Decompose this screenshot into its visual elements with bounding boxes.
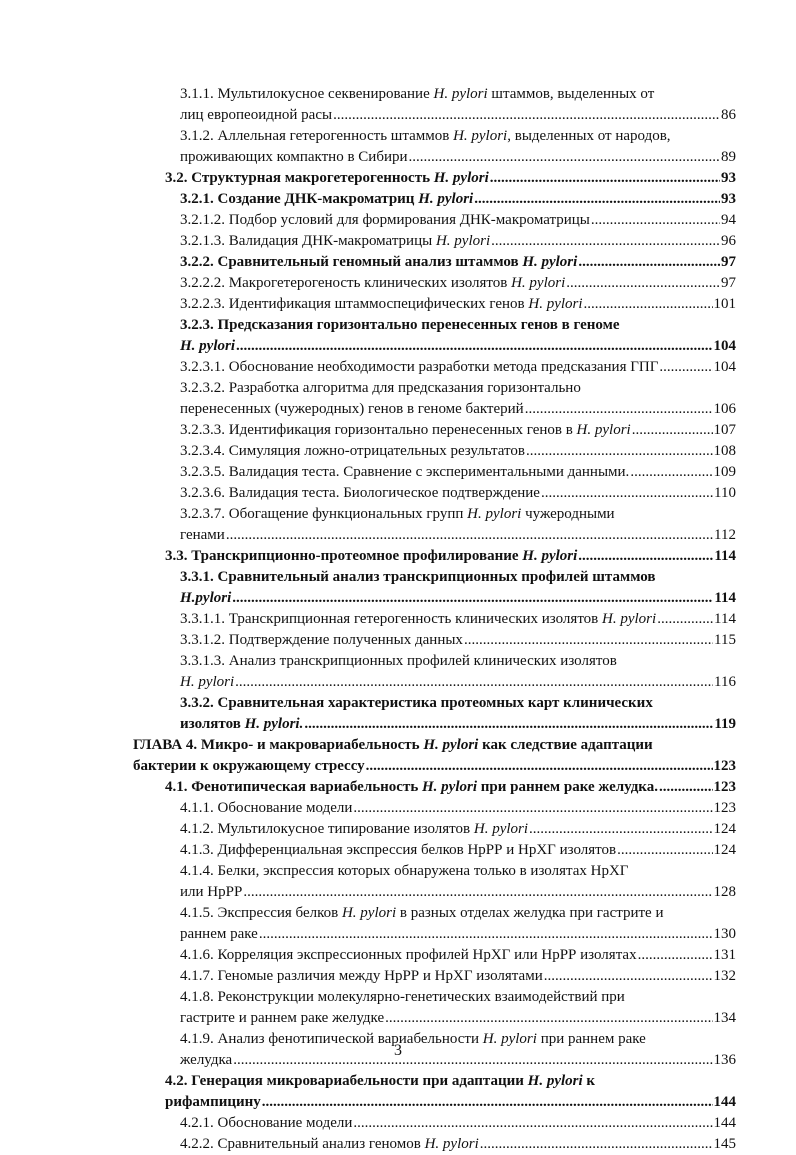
toc-entry-title: 4.2.1. Обоснование модели — [180, 1115, 353, 1131]
toc-entry-title: 3.2.1.3. Валидация ДНК-макроматрицы H. pylori — [180, 233, 491, 249]
toc-entry-title: ГЛАВА 4. Микро- и макровариабельность H. pylori как следствие адаптации — [133, 737, 653, 753]
toc-leader-dots — [657, 609, 713, 630]
toc-entry[interactable] — [0, 651, 796, 693]
toc-entry[interactable] — [0, 567, 796, 609]
toc-leader-dots — [638, 945, 713, 966]
toc-entry-title: 3.1.1. Мультилокусное секвенирование H. pylori штаммов, выделенных от — [180, 86, 655, 102]
toc-entry[interactable] — [0, 210, 796, 231]
toc-page-ref: 124 — [713, 842, 736, 858]
toc-entry[interactable] — [0, 840, 796, 861]
toc-leader-dots — [526, 441, 713, 462]
toc-entry-title-continued: или НрРР — [180, 884, 243, 900]
toc-leader-dots — [226, 525, 713, 546]
toc-entry[interactable] — [0, 504, 796, 546]
toc-page-ref: 101 — [713, 296, 736, 312]
toc-leader-dots — [541, 483, 713, 504]
toc-entry[interactable] — [0, 798, 796, 819]
toc-entry-title-continued: H. pylori — [180, 674, 235, 690]
toc-leader-dots — [353, 798, 712, 819]
toc-page-ref: 97 — [721, 275, 736, 291]
toc-leader-dots — [232, 588, 713, 609]
toc-page-ref: 89 — [721, 149, 736, 165]
toc-leader-dots — [464, 630, 713, 651]
toc-entry-title: 3.3.1. Сравнительный анализ транскрипционных профилей штаммов — [180, 569, 656, 585]
toc-page-ref: 119 — [714, 716, 736, 732]
toc-leader-dots — [591, 210, 720, 231]
toc-leader-dots — [480, 1134, 713, 1155]
toc-entry[interactable] — [0, 777, 796, 798]
toc-entry[interactable] — [0, 126, 796, 168]
toc-leader-dots — [566, 273, 720, 294]
toc-leader-dots — [659, 357, 712, 378]
toc-entry-title: 3.2.2.2. Макрогетерогеность клинических изолятов H. pylori — [180, 275, 566, 291]
toc-entry[interactable] — [0, 903, 796, 945]
toc-entry-title: 3.2.2.3. Идентификация штаммоспецифических генов H. pylori — [180, 296, 583, 312]
toc-entry-title: 3.3.1.2. Подтверждение полученных данных — [180, 632, 463, 648]
toc-entry[interactable] — [0, 231, 796, 252]
toc-entry-title: 3.1.2. Аллельная гетерогенность штаммов H. pylori, выделенных от народов, — [180, 128, 671, 144]
toc-entry-title: 4.1.3. Дифференциальная экспрессия белков НрРР и НрХГ изолятов — [180, 842, 617, 858]
toc-entry-title: 3.2.3.5. Валидация теста. Сравнение с экспериментальными данными. — [180, 464, 630, 480]
toc-entry[interactable] — [0, 273, 796, 294]
toc-page-ref: 144 — [713, 1115, 736, 1131]
toc-page-ref: 96 — [721, 233, 736, 249]
toc-entry[interactable] — [0, 987, 796, 1029]
toc-entry[interactable] — [0, 630, 796, 651]
toc-entry[interactable] — [0, 1113, 796, 1134]
toc-entry-title: 4.1.5. Экспрессия белков H. pylori в разных отделах желудка при гастрите и — [180, 905, 664, 921]
toc-page-ref: 123 — [713, 800, 736, 816]
toc-entry-title-continued: лиц европеоидной расы — [180, 107, 333, 123]
toc-entry[interactable] — [0, 84, 796, 126]
toc-leader-dots — [366, 756, 713, 777]
toc-entry[interactable] — [0, 945, 796, 966]
toc-entry-title: 3.2. Структурная макрогетерогенность H. pylori — [165, 170, 489, 186]
toc-entry-title: 4.1. Фенотипическая вариабельность H. pylori при раннем раке желудка. — [165, 779, 658, 795]
toc-leader-dots — [236, 336, 713, 357]
toc-leader-dots — [659, 777, 713, 798]
toc-entry-title-continued: рифампицину — [165, 1094, 261, 1110]
toc-entry-title: 4.1.6. Корреляция экспрессионных профилей НрХГ или НрРР изолятах — [180, 947, 637, 963]
toc-entry-title: 3.2.2. Сравнительный геномный анализ штаммов H. pylori — [180, 254, 578, 270]
toc-entry-title-continued: H.pylori — [180, 590, 232, 606]
toc-entry-title: 3.2.3.3. Идентификация горизонтально перенесенных генов в H. pylori — [180, 422, 631, 438]
toc-entry-title: 4.2.2. Сравнительный анализ геномов H. pylori — [180, 1136, 479, 1152]
toc-entry-title-continued: раннем раке — [180, 926, 258, 942]
toc-page-ref: 104 — [713, 338, 736, 354]
toc-entry[interactable] — [0, 819, 796, 840]
toc-entry[interactable] — [0, 1134, 796, 1155]
toc-leader-dots — [617, 840, 712, 861]
toc-page-ref: 124 — [713, 821, 736, 837]
toc-page-ref: 114 — [714, 590, 736, 606]
toc-entry-title: 3.2.3.4. Симуляция ложно-отрицательных результатов — [180, 443, 525, 459]
toc-leader-dots — [578, 546, 713, 567]
toc-entry-title: 3.2.3.6. Валидация теста. Биологическое подтверждение — [180, 485, 540, 501]
toc-entry-title-continued: бактерии к окружающему стрессу — [133, 758, 365, 774]
toc-entry-title: 4.1.2. Мультилокусное типирование изолятов H. pylori — [180, 821, 529, 837]
toc-page-ref: 93 — [721, 170, 736, 186]
table-of-contents — [0, 84, 796, 1155]
toc-entry[interactable] — [0, 483, 796, 504]
toc-entry[interactable] — [0, 189, 796, 210]
toc-entry-title: 4.1.1. Обоснование модели — [180, 800, 353, 816]
toc-entry[interactable] — [0, 861, 796, 903]
toc-entry-title: 4.1.4. Белки, экспрессия которых обнаружена только в изолятах НрХГ — [180, 863, 629, 879]
toc-entry-title: 3.3.1.1. Транскрипционная гетерогенность клинических изолятов H. pylori — [180, 611, 657, 627]
toc-entry-title: 4.1.7. Геномые различия между НрРР и НрХГ изолятами — [180, 968, 543, 984]
toc-entry-title-continued: гастрите и раннем раке желудке — [180, 1010, 385, 1026]
toc-entry[interactable] — [0, 693, 796, 735]
toc-leader-dots — [544, 966, 713, 987]
toc-page-ref: 94 — [721, 212, 736, 228]
toc-page-ref: 114 — [714, 548, 736, 564]
toc-entry-title: 3.2.3.1. Обоснование необходимости разработки метода предсказания ГПГ — [180, 359, 659, 375]
toc-page-ref: 106 — [713, 401, 736, 417]
toc-page-ref: 107 — [713, 422, 736, 438]
toc-entry[interactable] — [0, 546, 796, 567]
toc-page-ref: 131 — [713, 947, 736, 963]
toc-entry-title: 4.1.8. Реконструкции молекулярно-генетических взаимодействий при — [180, 989, 625, 1005]
toc-entry[interactable] — [0, 168, 796, 189]
toc-leader-dots — [578, 252, 720, 273]
toc-page-ref: 110 — [714, 485, 736, 501]
toc-entry-title: 3.2.1. Создание ДНК-макроматриц H. pylori — [180, 191, 474, 207]
toc-entry[interactable] — [0, 441, 796, 462]
toc-leader-dots — [333, 105, 720, 126]
toc-leader-dots — [235, 672, 713, 693]
toc-entry[interactable] — [0, 462, 796, 483]
toc-leader-dots — [529, 819, 712, 840]
toc-entry[interactable] — [0, 357, 796, 378]
toc-entry[interactable] — [0, 294, 796, 315]
toc-page-ref: 145 — [713, 1136, 736, 1152]
toc-leader-dots — [491, 231, 720, 252]
toc-entry[interactable] — [0, 378, 796, 420]
toc-leader-dots — [474, 189, 720, 210]
toc-leader-dots — [243, 882, 712, 903]
toc-page-ref: 144 — [713, 1094, 736, 1110]
toc-entry[interactable] — [0, 315, 796, 357]
toc-entry[interactable] — [0, 735, 796, 777]
toc-leader-dots — [632, 420, 713, 441]
toc-leader-dots — [259, 924, 713, 945]
toc-entry-title: 3.3. Транскрипционно-протеомное профилирование H. pylori — [165, 548, 578, 564]
toc-page-ref: 128 — [713, 884, 736, 900]
toc-leader-dots — [630, 462, 712, 483]
toc-entry-title-continued: желудка — [180, 1052, 233, 1068]
toc-entry[interactable] — [0, 609, 796, 630]
toc-leader-dots — [385, 1008, 712, 1029]
toc-leader-dots — [304, 714, 713, 735]
toc-entry-title: 3.2.3.7. Обогащение функциональных групп H. pylori чужеродными — [180, 506, 615, 522]
toc-entry-title-continued: H. pylori — [180, 338, 235, 354]
toc-entry-title: 3.2.3. Предсказания горизонтально перенесенных генов в геноме — [180, 317, 620, 333]
toc-page-ref: 134 — [713, 1010, 736, 1026]
toc-entry-title: 4.2. Генерация микровариабельности при адаптации H. pylori к — [165, 1073, 596, 1089]
toc-entry-title-continued: генами — [180, 527, 225, 543]
toc-page-ref: 115 — [714, 632, 736, 648]
toc-page-ref: 136 — [713, 1052, 736, 1068]
page-number: 3 — [394, 1042, 402, 1059]
toc-page-ref: 109 — [713, 464, 736, 480]
toc-page-ref: 130 — [713, 926, 736, 942]
toc-leader-dots — [584, 294, 713, 315]
toc-leader-dots — [409, 147, 720, 168]
toc-entry[interactable] — [0, 966, 796, 987]
toc-page-ref: 112 — [714, 527, 736, 543]
toc-leader-dots — [525, 399, 713, 420]
toc-entry-title: 3.3.2. Сравнительная характеристика протеомных карт клинических — [180, 695, 653, 711]
toc-entry-title: 3.2.3.2. Разработка алгоритма для предсказания горизонтально — [180, 380, 581, 396]
toc-page-ref: 123 — [713, 758, 736, 774]
toc-leader-dots — [353, 1113, 712, 1134]
toc-page-ref: 123 — [713, 779, 736, 795]
toc-leader-dots — [490, 168, 720, 189]
toc-entry[interactable] — [0, 252, 796, 273]
toc-entry-title: 4.1.9. Анализ фенотипической вариабельности H. pylori при раннем раке — [180, 1031, 646, 1047]
toc-page-ref: 114 — [714, 611, 736, 627]
toc-entry-title-continued: изолятов H. pylori. — [180, 716, 304, 732]
toc-page-ref: 97 — [721, 254, 736, 270]
toc-page-ref: 86 — [721, 107, 736, 123]
toc-entry-title: 3.3.1.3. Анализ транскрипционных профилей клинических изолятов — [180, 653, 617, 669]
toc-page-ref: 116 — [714, 674, 736, 690]
toc-entry-title-continued: перенесенных (чужеродных) генов в геноме бактерий — [180, 401, 524, 417]
toc-page-ref: 108 — [713, 443, 736, 459]
toc-entry[interactable] — [0, 420, 796, 441]
toc-entry[interactable] — [0, 1071, 796, 1113]
toc-page-ref: 93 — [721, 191, 736, 207]
toc-entry-title-continued: проживающих компактно в Сибири — [180, 149, 408, 165]
toc-entry-title: 3.2.1.2. Подбор условий для формирования ДНК-макроматрицы — [180, 212, 590, 228]
toc-page-ref: 104 — [713, 359, 736, 375]
toc-page-ref: 132 — [713, 968, 736, 984]
